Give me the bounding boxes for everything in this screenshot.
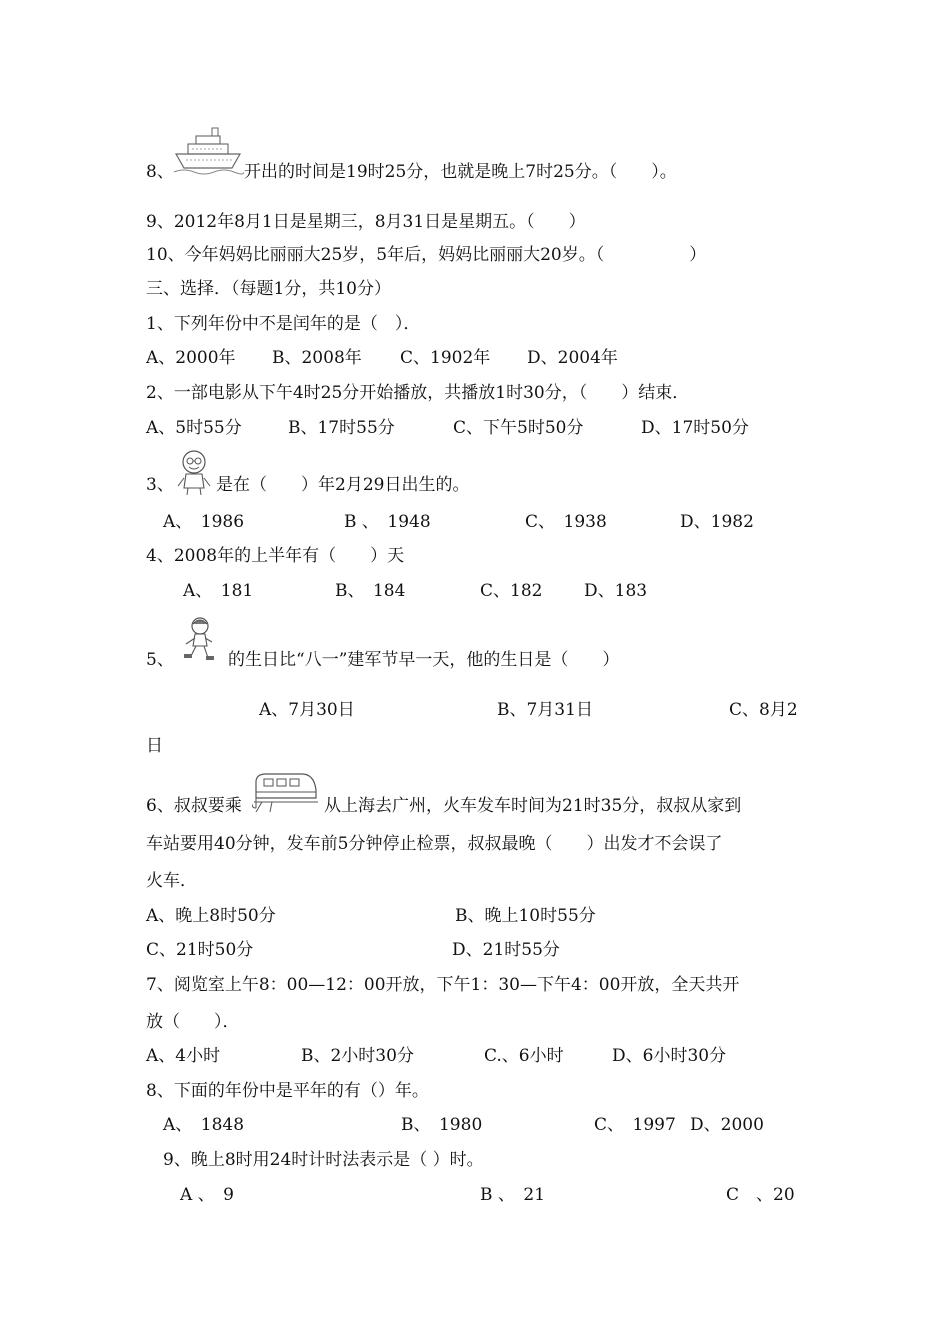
choice-q4-option-d: D、183 bbox=[584, 581, 648, 601]
choice-q9-option-c: C 、20 bbox=[726, 1185, 795, 1205]
choice-q7-stem-line1: 7、阅览室上午8：00—12：00开放，下午1：30—下午4：00开放，全天共开 bbox=[146, 975, 740, 995]
choice-q6-stem-line1: 从上海去广州，火车发车时间为21时35分，叔叔从家到 bbox=[324, 796, 742, 816]
choice-q9-option-b: B 、 21 bbox=[480, 1185, 546, 1205]
choice-q5-option-c-wrap: 日 bbox=[146, 736, 163, 756]
choice-q5-option-b: B、7月31日 bbox=[497, 700, 593, 720]
tf-q8-text: 开出的时间是19时25分，也就是晚上7时25分。（ ）。 bbox=[244, 162, 677, 182]
choice-q3-option-d: D、1982 bbox=[680, 512, 754, 532]
choice-q7-option-d: D、6小时30分 bbox=[612, 1046, 727, 1066]
choice-q7-option-c: C.、6小时 bbox=[484, 1046, 564, 1066]
choice-q6-option-c: C、21时50分 bbox=[146, 940, 254, 960]
choice-q7-option-a: A、4小时 bbox=[146, 1046, 221, 1066]
choice-q3-number: 3、 bbox=[146, 475, 174, 495]
choice-q6-stem-line2: 车站要用40分钟，发车前5分钟停止检票，叔叔最晚（ ）出发才不会误了 bbox=[146, 834, 723, 854]
choice-q6-lead: 6、叔叔要乘 bbox=[146, 796, 242, 816]
choice-q1-option-a: A、2000年 bbox=[146, 348, 236, 368]
ship-icon bbox=[172, 124, 244, 180]
choice-q3-option-b: B 、 1948 bbox=[344, 512, 431, 532]
running-boy-icon bbox=[182, 616, 216, 662]
tf-q9: 9、2012年8月1日是星期三，8月31日是星期五。（ ） bbox=[146, 212, 586, 232]
choice-q3-option-a: A、 1986 bbox=[163, 512, 245, 532]
choice-q3-stem: 是在（ ）年2月29日出生的。 bbox=[216, 475, 470, 495]
grandpa-icon bbox=[174, 448, 214, 496]
choice-q8-option-c: C、 1997 bbox=[594, 1115, 676, 1135]
choice-q4-option-a: A、 181 bbox=[183, 581, 254, 601]
choice-q7-stem-line2: 放（ ）． bbox=[146, 1012, 240, 1032]
choice-q1-stem: 1、下列年份中不是闰年的是（ ）． bbox=[146, 314, 421, 334]
choice-q8-option-b: B、 1980 bbox=[401, 1115, 483, 1135]
choice-q9-option-a: A 、 9 bbox=[180, 1185, 234, 1205]
choice-q6-stem-line3: 火车． bbox=[146, 871, 197, 891]
choice-q1-option-d: D、2004年 bbox=[527, 348, 618, 368]
section-3-title: 三、选择．（每题1分，共10分） bbox=[146, 279, 391, 299]
choice-q5-option-a: A、7月30日 bbox=[259, 700, 355, 720]
choice-q2-stem: 2、一部电影从下午4时25分开始播放，共播放1时30分，（ ）结束． bbox=[146, 383, 690, 403]
choice-q9-stem: 9、晚上8时用24时计时法表示是（ ）时。 bbox=[163, 1150, 484, 1170]
tf-q8-number: 8、 bbox=[146, 162, 174, 182]
choice-q7-option-b: B、2小时30分 bbox=[301, 1046, 414, 1066]
choice-q5-number: 5、 bbox=[146, 650, 174, 670]
choice-q8-stem: 8、下面的年份中是平年的有（）年。 bbox=[146, 1081, 429, 1101]
choice-q2-option-b: B、17时55分 bbox=[288, 418, 395, 438]
choice-q5-option-c: C、8月2 bbox=[729, 700, 798, 720]
choice-q4-option-b: B、 184 bbox=[335, 581, 406, 601]
choice-q6-option-b: B、晚上10时55分 bbox=[455, 906, 596, 926]
choice-q3-option-c: C、 1938 bbox=[525, 512, 607, 532]
choice-q4-option-c: C、182 bbox=[480, 581, 543, 601]
choice-q8-option-a: A、 1848 bbox=[163, 1115, 245, 1135]
choice-q2-option-a: A、5时55分 bbox=[146, 418, 242, 438]
choice-q1-option-b: B、2008年 bbox=[272, 348, 362, 368]
choice-q4-stem: 4、2008年的上半年有（ ）天 bbox=[146, 546, 405, 566]
choice-q8-option-d: D、2000 bbox=[690, 1115, 764, 1135]
choice-q6-option-d: D、21时55分 bbox=[452, 940, 560, 960]
train-icon bbox=[252, 768, 318, 812]
tf-q10: 10、今年妈妈比丽丽大25岁，5年后，妈妈比丽丽大20岁。（ ） bbox=[146, 245, 707, 265]
choice-q2-option-d: D、17时50分 bbox=[641, 418, 749, 438]
choice-q6-option-a: A、晚上8时50分 bbox=[146, 906, 276, 926]
choice-q5-stem: 的生日比“八一”建军节早一天，他的生日是（ ） bbox=[228, 650, 620, 670]
choice-q1-option-c: C、1902年 bbox=[400, 348, 491, 368]
choice-q2-option-c: C、下午5时50分 bbox=[453, 418, 584, 438]
